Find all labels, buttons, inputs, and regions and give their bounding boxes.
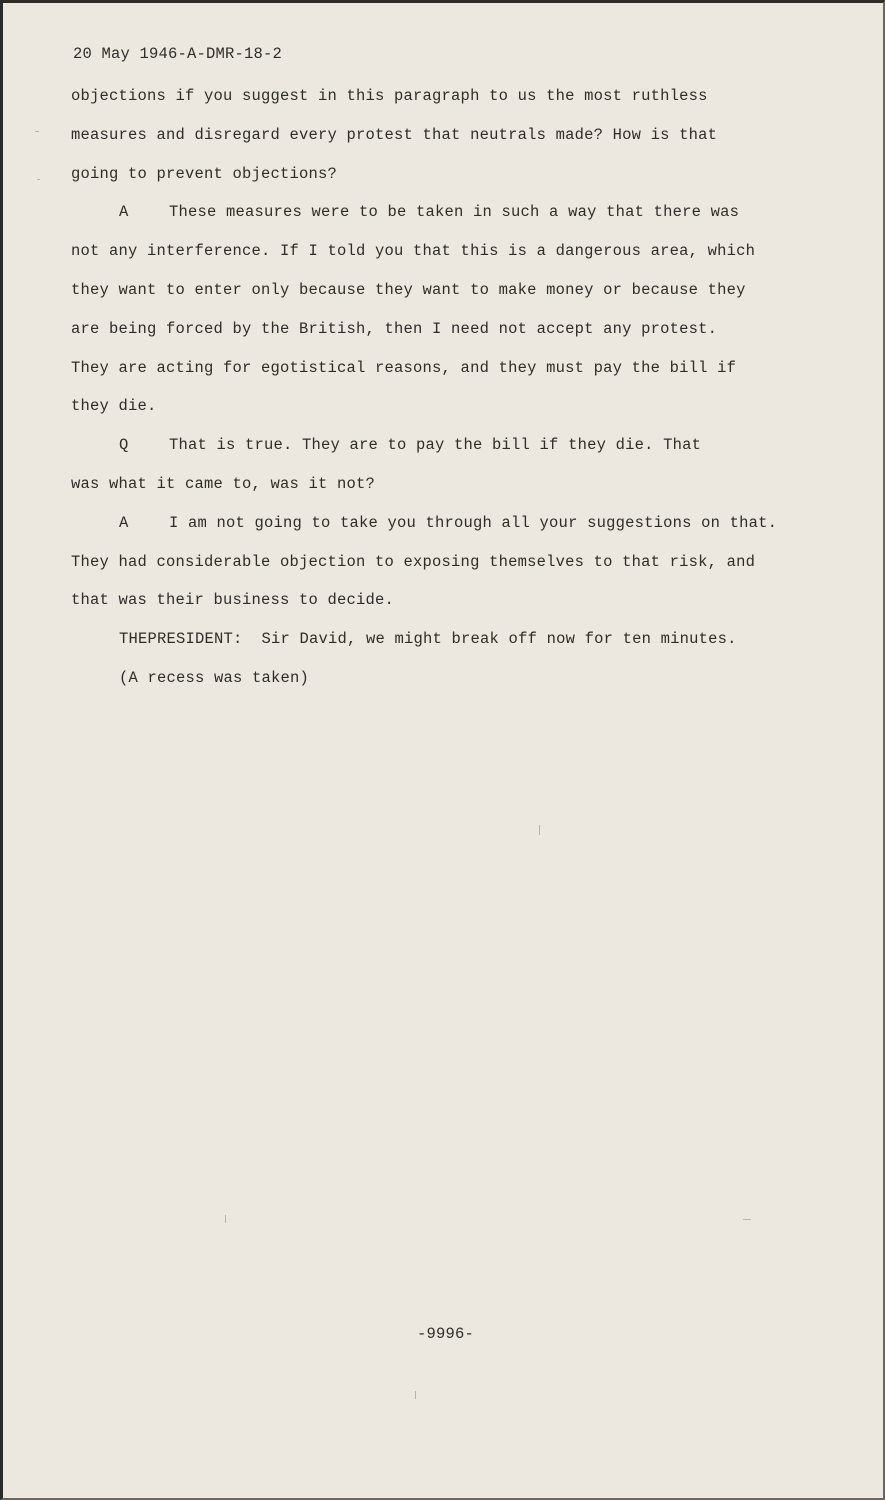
speaker-label: A	[119, 203, 129, 222]
page-number: -9996-	[416, 1325, 474, 1343]
paper-speck	[539, 825, 540, 835]
transcript-line: They are acting for egotistical reasons, and they must pay the bill if	[71, 358, 737, 377]
president-statement: THEPRESIDENT: Sir David, we might break off now for ten minutes.	[119, 630, 737, 649]
transcript-body	[71, 81, 801, 702]
transcript-line: going to prevent objections?	[71, 164, 338, 183]
line-text: These measures were to be taken in such a way that there was	[169, 203, 740, 222]
transcript-line	[71, 508, 801, 547]
paper-speck	[743, 1219, 751, 1220]
transcript-line: was what it came to, was it not?	[71, 474, 376, 493]
transcript-line	[71, 197, 801, 236]
document-reference: 20 May 1946-A-DMR-18-2	[73, 45, 283, 63]
paper-speck	[35, 131, 39, 132]
paper-speck	[225, 1215, 226, 1223]
speaker-label: A	[119, 513, 129, 532]
paper-speck	[415, 1391, 416, 1399]
transcript-line: that was their business to decide.	[71, 591, 395, 610]
transcript-line: objections if you suggest in this paragraph to us the most ruthless	[71, 87, 708, 105]
transcript-line: are being forced by the British, then I need not accept any protest.	[71, 319, 718, 338]
transcript-line: they die.	[71, 397, 157, 416]
speaker-label: Q	[119, 436, 129, 455]
transcript-line: not any interference. If I told you that this is a dangerous area, which	[71, 242, 756, 261]
recess-note: (A recess was taken)	[119, 668, 310, 687]
transcript-line	[71, 430, 801, 469]
line-text: I am not going to take you through all your suggestions on that.	[169, 513, 778, 532]
transcript-line: they want to enter only because they want to make money or because they	[71, 280, 746, 299]
paper-speck	[37, 179, 40, 180]
transcript-line: They had considerable objection to exposing themselves to that risk, and	[71, 552, 756, 571]
line-text: That is true. They are to pay the bill if they die. That	[169, 436, 702, 455]
transcript-line: measures and disregard every protest that neutrals made? How is that	[71, 125, 718, 144]
